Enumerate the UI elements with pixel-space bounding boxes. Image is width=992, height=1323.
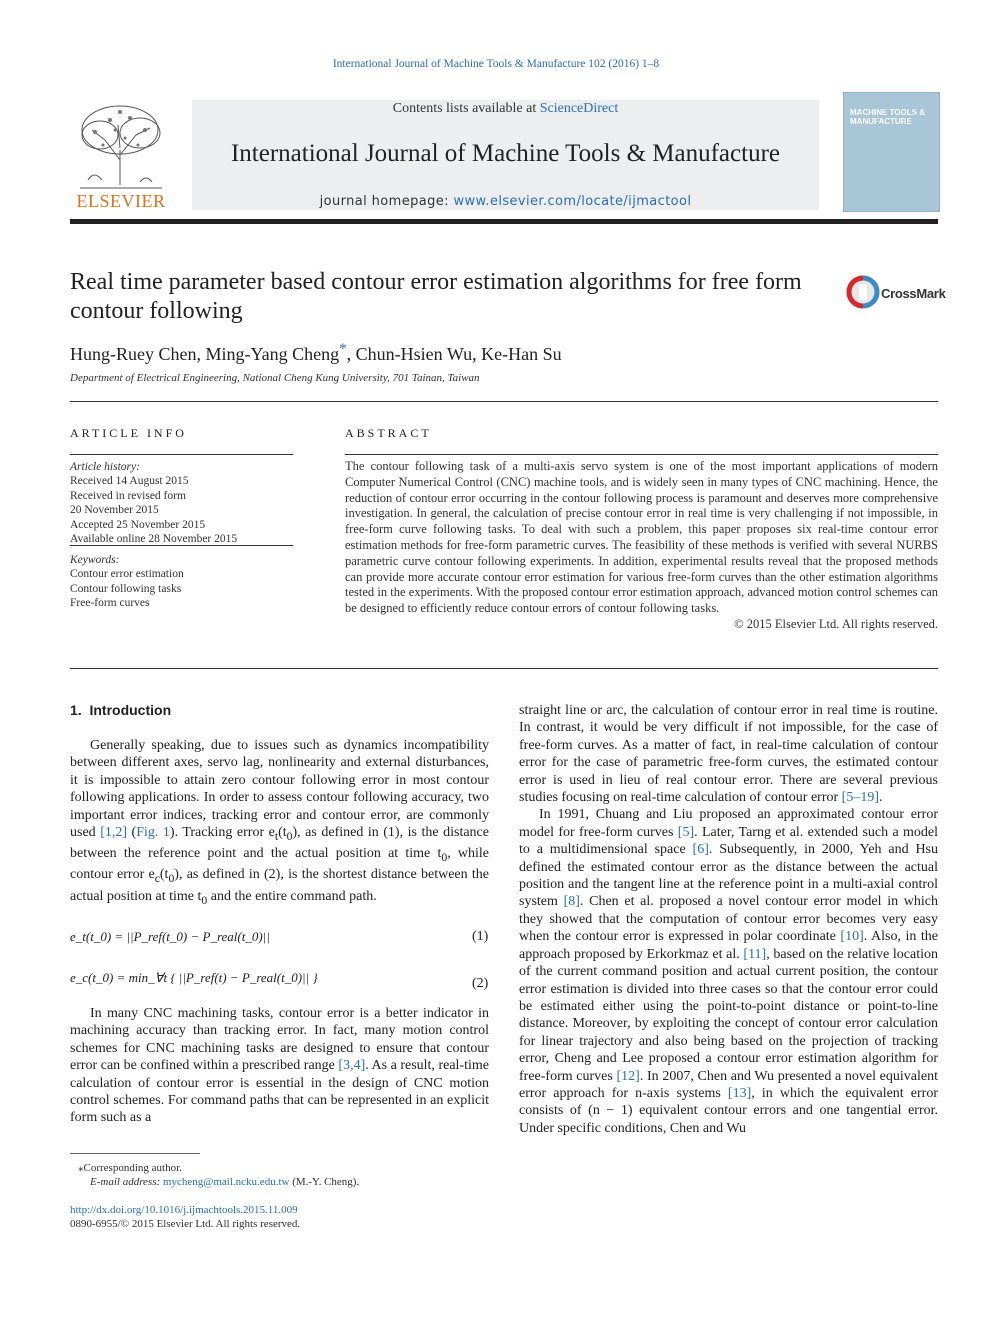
masthead-divider [70, 219, 938, 224]
section-heading [70, 702, 171, 718]
intro-paragraph-2: In many CNC machining tasks, contour error is a better indicator in machining accuracy than tracking error. In fact, many motion control schemes for CNC machining tasks are designed to ensure that contour error can be confined within a prescribed range [3,4]. As a result, real-time calculation of contour error is essential in the design of CNC motion control schemes. For command paths that can be represented in an explicit form such as a [70, 1006, 489, 1126]
citation-link[interactable]: [5–19] [841, 790, 879, 806]
homepage-prefix: journal homepage: [319, 194, 454, 209]
running-header[interactable]: International Journal of Machine Tools & Manufacture 102 (2016) 1–8 [332, 58, 660, 70]
history-label: Article history: [70, 461, 140, 473]
citation-link[interactable]: [6] [692, 842, 709, 858]
author-list [70, 341, 562, 365]
equation-1: e_t(t_0) = ||P_ref(t_0) − P_real(t_0)|| [70, 929, 270, 944]
right-column [519, 702, 938, 1137]
affiliation: Department of Electrical Engineering, National Cheng Kung University, 701 Tainan, Taiwan [70, 372, 480, 384]
keyword: Contour following tasks [70, 582, 182, 595]
email-link[interactable]: mycheng@mail.ncku.edu.tw [162, 1176, 290, 1188]
keyword: Contour error estimation [70, 568, 184, 581]
keywords-divider [70, 545, 293, 546]
citation-link[interactable]: [12] [616, 1068, 640, 1084]
intro-paragraph-3: straight line or arc, the calculation of contour error in real time is routine. In contrast, it would be very difficult if not impossible, for the case of free-form curves. As a matter of fact, in real-time calculation of contour error for the case of parametric free-form curves, the estimated contour error is used in lieu of real contour error. There are several previous studies focusing on real-time calculation of contour error [5–19]. [519, 703, 938, 806]
equation-1-number: (1) [472, 929, 489, 944]
corresponding-author-marker[interactable]: * [339, 341, 347, 357]
sciencedirect-link[interactable]: ScienceDirect [539, 101, 619, 116]
citation-link[interactable]: [5] [677, 824, 695, 840]
citation-link[interactable]: [8] [563, 894, 580, 910]
citation-link[interactable]: [1,2] [100, 825, 128, 841]
citation-link[interactable]: [10] [840, 929, 864, 945]
footnote-divider [70, 1153, 200, 1154]
issn-copyright: 0890-6955/© 2015 Elsevier Ltd. All rights reserved. [70, 1218, 301, 1230]
abstract-text: The contour following task of a multi-axis servo system is one of the most important applications of modern Computer Numerical Control (CNC) machine tools, and is widely seen in many types of CNC machining. Hence, the reduction of contour error occurring in the contour following process is paramount and deserves more comprehensive investigation. In general, the calculation of precise contour error in real time is very challenging if not impossible, in free-form curve following tasks. To deal with such a problem, this paper proposes six real-time contour error estimation methods for free-form parametric curves. The feasibility of these methods is verified with several NURBS parametric curve contour following experiments. In addition, experimental results reveal that the proposed methods can provide more accurate contour error estimation for various free-form curves than the other estimation algorithms tested in the experiments. With the proposed contour error estimation approach, advanced motion control schemes can be designed to efficiently reduce contour errors of contour following tasks. [345, 459, 938, 616]
history-item: Accepted 25 November 2015 [70, 518, 206, 531]
figure-link[interactable]: Fig. 1 [136, 825, 170, 841]
intro-paragraph-4: In 1991, Chuang and Liu proposed an approximated contour error model for free-form curves [5]. Later, Tarng et al. extended such a model to a multidimensional space [6]. Subsequently, in 2000, Yeh and Hsu defined the estimated contour error as the distance between the actual position and the tangent line at the reference point in a multi-axial control system [8]. Chen et al. proposed a novel contour error model in which they showed that the computation of contour error becomes very easy when the contour error is expressed in polar coordinate [10]. Also, in the approach proposed by Erkorkmaz et al. [11], based on the relative location of the current command position and actual current position, the contour error estimation is divided into three cases so that the contour error could be estimated either using the point-to-point distance or point-to-line distance. Moreover, by exploiting the concept of contour error calculation for linear trajectory and also being based on the projection of tracking error, Cheng and Lee proposed a contour error estimation algorithm for free-form curves [12]. In 2007, Chen and Wu presented a novel equivalent error approach for n-axis systems [13], in which the equivalent error consists of (n − 1) equivalent contour errors and one tangential error. Under specific conditions, Chen and Wu [519, 807, 939, 1136]
keyword: Free-form curves [70, 597, 150, 610]
intro-paragraph-1: Generally speaking, due to issues such as dynamics incompatibility between different axes, servo lag, nonlinearity and external disturbances, it is impossible to attain zero contour following error in most contour following applications. In order to assess contour following accuracy, two important error indices, tracking error and contour error, are commonly used [1,2] (Fig. 1). Tracking error $e_t(t_0)$, as defined in (1), is the distance between the reference point and the actual position at time $t_0$, while contour error $e_c(t_0)$, as defined in (2), is the shortest distance between the actual position at time $t_0$ and the entire command path. [70, 738, 489, 907]
journal-title: International Journal of Machine Tools & Manufacture [230, 140, 780, 167]
crossmark-icon[interactable] [846, 275, 880, 309]
history-item: Received in revised form [70, 489, 186, 502]
history-item: 20 November 2015 [70, 504, 159, 517]
body-divider [70, 668, 938, 669]
cover-title: MACHINE TOOLS & MANUFACTURE [850, 108, 925, 126]
article-history [70, 460, 293, 546]
section-title: Introduction [89, 702, 172, 718]
citation-link[interactable]: [3,4] [338, 1058, 366, 1074]
abstract-heading: ABSTRACT [345, 426, 432, 440]
article-title: Real time parameter based contour error estimation algorithms for free form contour following [70, 269, 802, 324]
header-divider [70, 401, 938, 402]
article-info-heading: ARTICLE INFO [70, 426, 187, 440]
equation-2-number: (2) [472, 976, 489, 991]
corresponding-author-note: ⁎Corresponding author. [78, 1162, 182, 1174]
publisher-logo-text: ELSEVIER [76, 191, 166, 211]
authors-rest: , Chun-Hsien Wu, Ke-Han Su [346, 344, 562, 364]
keywords-label: Keywords: [70, 554, 120, 566]
abstract-body [345, 459, 938, 633]
keywords [70, 553, 293, 611]
crossmark-label[interactable]: CrossMark [881, 286, 946, 301]
journal-homepage [192, 194, 819, 209]
history-item: Received 14 August 2015 [70, 475, 189, 488]
citation-link[interactable]: [11] [743, 946, 767, 962]
section-number: 1. [70, 702, 82, 718]
email-note: E-mail address: mycheng@mail.ncku.edu.tw (M.-Y. Cheng). [90, 1176, 360, 1188]
abstract-copyright: © 2015 Elsevier Ltd. All rights reserved. [734, 616, 938, 631]
article-info-divider [70, 454, 293, 455]
contents-line [192, 101, 819, 117]
authors-first: Hung-Ruey Chen, Ming-Yang Cheng [70, 344, 340, 364]
citation-link[interactable]: [13] [727, 1085, 752, 1101]
contents-prefix: Contents lists available at [392, 101, 540, 116]
equation-2: e_c(t_0) = min_∀t { ||P_ref(t) − P_real(t_0)|| } [70, 970, 318, 985]
homepage-link[interactable]: www.elsevier.com/locate/ijmactool [453, 194, 692, 209]
history-item: Available online 28 November 2015 [70, 533, 238, 546]
doi-link[interactable]: http://dx.doi.org/10.1016/j.ijmachtools.2015.11.009 [70, 1204, 298, 1216]
abstract-divider [345, 454, 938, 455]
